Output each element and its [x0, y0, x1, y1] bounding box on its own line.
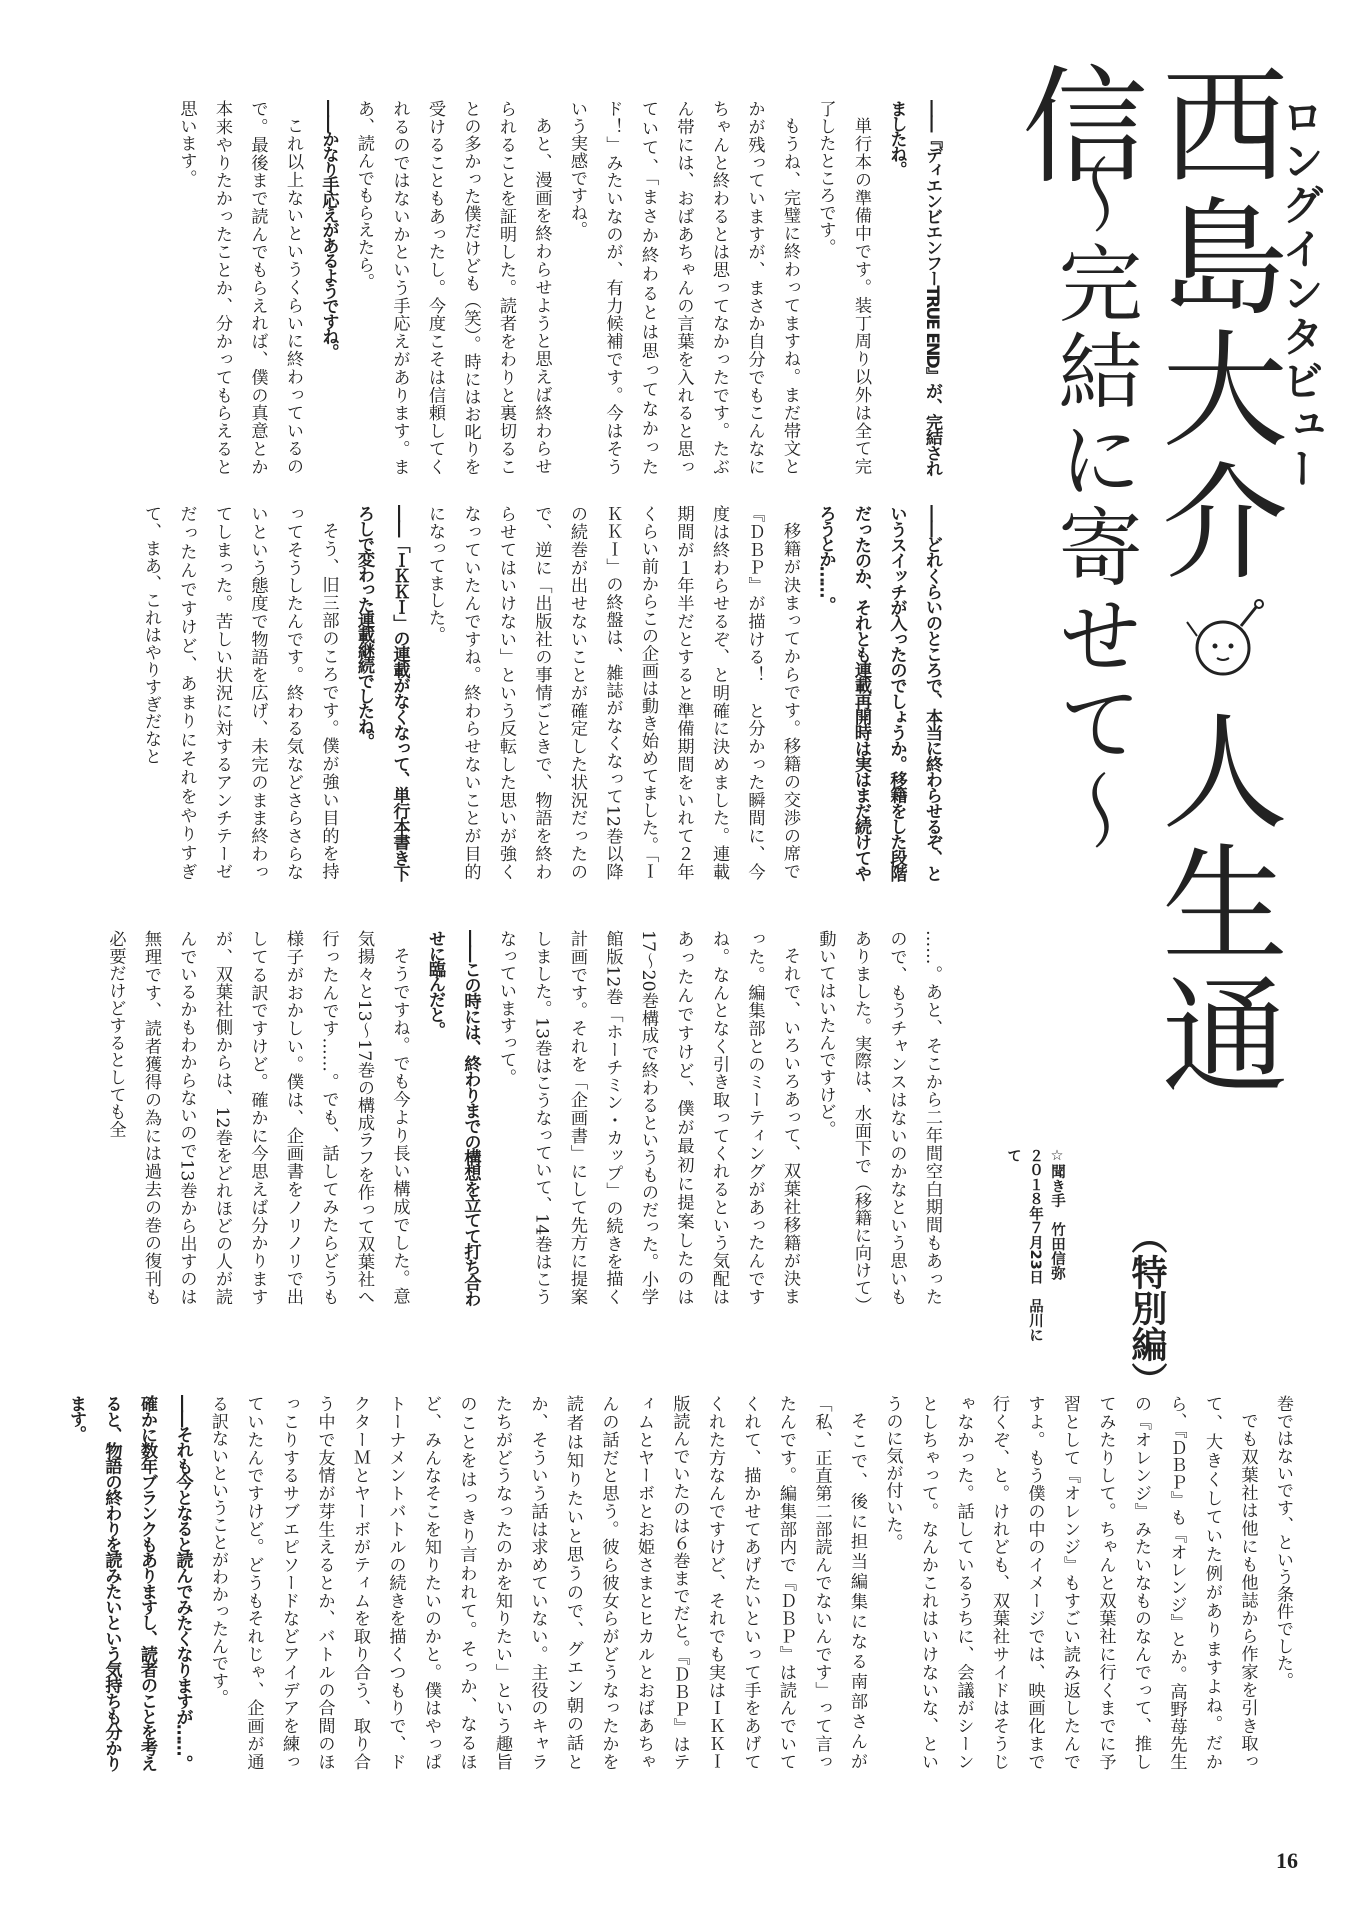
answer-paragraph: そうですね。でも今より長い構成でした。意気揚々と13〜17巻の構成ラフを作って双葉社へ行ったんです……。でも、話してみたらどうも様子がおかしい。僕は、企画書をノリノリで出してる訳ですけど。確かに今思えば分かりますが、双葉社側からは、12巻をどれほどの人が読んでいるかもわからないので13巻から出すのは無理です、読者獲得の為には過去の巻の復刊も必要だけどするとしても全	[105, 930, 410, 1305]
answer-paragraph: これ以上ないというくらいに終わっているので。最後まで読んでもらえれば、僕の真意とか本来やりたかったことか、分かってもらえると思います。	[176, 100, 303, 475]
article-column	[66, 1395, 1300, 1770]
answer-paragraph: ……。あと、そこから二年間空白期間もあったので、もうチャンスはないのかなという思いもありました。実際は、水面下で（移籍に向けて）動いてはいたんですけど。	[815, 930, 942, 1305]
answer-paragraph: 巻ではないです、という条件でした。	[1273, 1395, 1293, 1690]
question: ――かなり手応えがあるようですね。	[318, 100, 339, 359]
interviewer-credit: ☆聞き手 竹田信弥	[1049, 1148, 1065, 1280]
question: ――『ディエンビエンフーTRUE END』が、完結されましたね。	[886, 100, 942, 475]
answer-paragraph: 移籍が決まってからです。移籍の交渉の席で『ＤＢＰ』が描ける！ と分かった瞬間に、今度は終わらせるぞ、と明確に決めました。連載期間が１年半だとすると準備期間をいれて２年くらい前からこの企画は動き始めてました。「ＩＫＫＩ」の終盤は、雑誌がなくなって12巻以降の続巻が出せないことが確定した状況だったので、逆に「出版社の事情ごときで、物語を終わらせてはいけない」という反転した思いが強くなっていたんですね。終わらせないことが目的になってました。	[425, 505, 800, 880]
answer-paragraph: 単行本の準備中です。装丁周り以外は全て完了したところです。	[815, 100, 871, 475]
date-place-credit: ２０１８年７月23日 品川にて	[1005, 1148, 1043, 1343]
kicker-label: ロングインタビュー	[1276, 95, 1325, 491]
answer-paragraph: そこで、後に担当編集になる南部さんが「私、正直第二部読んでないんです」って言ったんです。編集部内で『ＤＢＰ』は読んでいてくれて、描かせてあげたいといって手をあげてくれた方なんですけど、それでも実はＩＫＫＩ版読んでいたのは６巻までだと。『ＤＢＰ』はティムとヤーボとお姫さまとヒカルとおばあちゃんの話だと思う。彼ら彼女らがどうなったかを読者は知りたいと思うので、グエン朝の話とか、そういう話は求めていない。主役のキャラたちがどうなったのかを知りたい」という趣旨のことをはっきり言われて。そっか、なるほど、みんなそこを知りたいのかと。僕はやっぱトーナメントバトルの続きを描くつもりで、ドクターＭとヤーボがティムを取り合う、取り合う中で友情が芽生えるとか、バトルの合間のほっこりするサブエピソードなどアイデアを練っていたんですけど。どうもそれじゃ、企画が通る訳ないということがわかったんです。	[208, 1395, 867, 1770]
answer-paragraph: もうね、完璧に終わってますね。まだ帯文とかが残っていますが、まさか自分でもこんなにちゃんと終わるとは思ってなかったです。たぶん帯には、おばあちゃんの言葉を入れると思っていて、「まさか終わるとは思ってなかったド！」みたいなのが、有力候補です。今はそういう実感ですね。	[567, 100, 800, 475]
question: ――「ＩＫＫＩ」の連載がなくなって、単行本書き下ろしで変わった連載継続でしたね。	[354, 505, 410, 880]
title-name: 西島大介	[1141, 60, 1289, 588]
title-series: 人生通信	[1001, 60, 1289, 1102]
answer-paragraph: そう、旧三部のころです。僕が強い目的を持ってそうしたんです。終わる気などさらさらないという態度で物語を広げ、未完のまま終わってしまった。苦しい状況に対するアンチテーゼだったんですけど、あまりにそれをやりすぎて、まあ、これはやりすぎだなと	[141, 505, 339, 880]
answer-paragraph: あと、漫画を終わらせようと思えば終わらせられることを証明した。読者をわりと裏切ることの多かった僕だけども（笑）。時にはお叱りを受けることもあったし。今度こそは信頼してくれるのではないかという手応えがあります。まあ、読んでもらえたら。	[354, 100, 552, 475]
credit-block	[1002, 1148, 1068, 1343]
question: ――それも今となると読んでみたくなりますが……。確かに数年ブランクもありますし、読者のことを考えると、物語の終わりを読みたいという気持ちも分かります。	[66, 1395, 193, 1770]
question: ――この時には、終わりまでの構想を立てて打ち合わせに臨んだと。	[425, 930, 481, 1305]
article-column	[139, 505, 949, 880]
answer-paragraph: でも双葉社は他にも他誌から作家を引き取って、大きくしていた例がありますよね。だから、『ＤＢＰ』も『オレンジ』とか。高野苺先生の『オレンジ』みたいなものなんでって、推してみたりして。ちゃんと双葉社に行くまでに予習として『オレンジ』もすごい読み返したんですよ。もう僕の中のイメージでは、映画化まで行くぞ、と。けれども、双葉社サイドはそうじゃなかった。話しているうちに、会議がシーンとしちゃって。なんかこれはいけないな、というのに気が付いた。	[882, 1395, 1258, 1770]
article-column	[105, 930, 949, 1305]
answer-paragraph: それで、いろいろあって、双葉社移籍が決まった。編集部とのミーティングがあったんですね。なんとなく引き取ってくれるという気配はあったんですけど、僕が最初に提案したのは17〜20巻構成で終わるというものだった。小学館版12巻「ホーチミン・カップ」の続きを描く計画です。それを「企画書」にして先方に提案しました。13巻はこうなっていて、14巻はこうなっていますって。	[496, 930, 800, 1305]
article-column	[139, 100, 949, 475]
special-edition-label: （特別編）	[1126, 1218, 1167, 1398]
subtitle: 〜完結に寄せて〜	[1045, 152, 1143, 856]
page-number: 16	[1276, 1848, 1298, 1873]
mascot-icon	[1199, 596, 1295, 692]
question: ――どれくらいのところで、本当に終わらせるぞ、というスイッチが入ったのでしょうか。移籍をした段階だったのか、それとも連載再開時は実はまだ続けてやろうとか……。	[815, 505, 942, 880]
